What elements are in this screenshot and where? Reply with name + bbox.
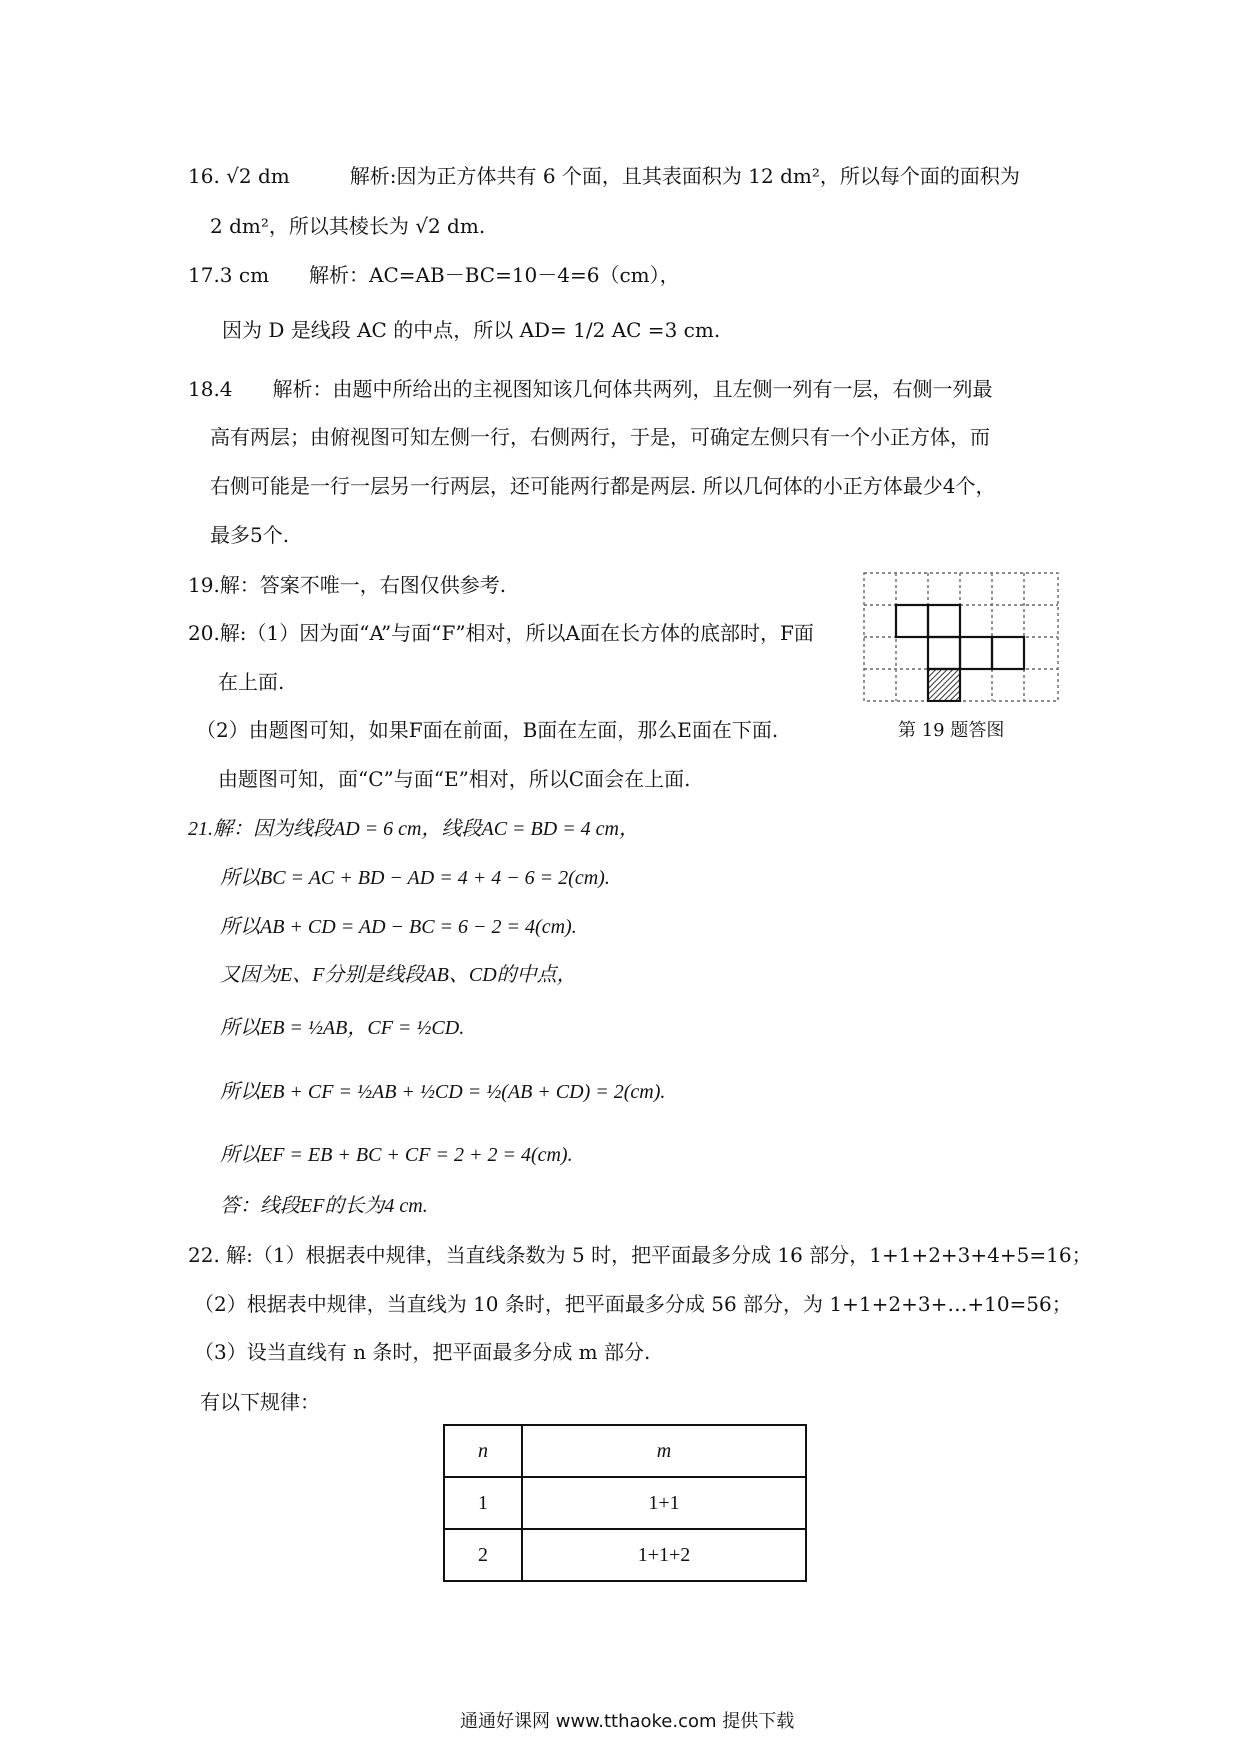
answer-20-line-3: （2）由题图可知，如果F面在前面，B面在左面，那么E面在下面. [196,718,779,742]
answer-21-line-6: 所以EB + CF = ½AB + ½CD = ½(AB + CD) = 2(cm). [220,1081,666,1103]
table-cell: 1+1 [522,1477,806,1529]
answer-16-line-2: 2 dm²，所以其棱长为 √2 dm. [210,214,486,238]
answer-20-line-4: 由题图可知，面“C”与面“E”相对，所以C面会在上面. [218,767,691,791]
answer-20-line-1: 20.解:（1）因为面“A”与面“F”相对，所以A面在长方体的底部时，F面 [188,621,814,645]
answer-21-line-3: 所以AB + CD = AD − BC = 6 − 2 = 4(cm). [220,916,577,938]
answer-18-line-1: 18.4 解析：由题中所给出的主视图知该几何体共两列，且左侧一列有一层，右侧一列最 [188,377,993,401]
answer-16-line-1: 16. √2 dm 解析:因为正方体共有 6 个面，且其表面积为 12 dm²，所以每个面的面积为 [188,164,1020,188]
table-header-n: n [444,1425,522,1477]
table-cell: 1 [444,1477,522,1529]
answer-18-line-3: 右侧可能是一行一层另一行两层，还可能两行都是两层. 所以几何体的小正方体最少4个， [210,474,996,498]
answer-22-line-4: 有以下规律： [200,1390,320,1414]
answer-17-line-2: 因为 D 是线段 AC 的中点，所以 AD= 1/2 AC =3 cm. [222,318,721,342]
answer-21-line-7: 所以EF = EB + BC + CF = 2 + 2 = 4(cm). [220,1144,573,1166]
answer-21-line-1: 21.解：因为线段AD = 6 cm，线段AC = BD = 4 cm， [188,818,640,840]
answer-21-line-2: 所以BC = AC + BD − AD = 4 + 4 − 6 = 2(cm). [220,867,610,889]
answer-19-line-1: 19.解：答案不唯一，右图仅供参考. [188,573,507,597]
table-cell: 1+1+2 [522,1529,806,1581]
answer-21-line-8: 答：线段EF的长为4 cm. [220,1195,428,1217]
answer-18-line-4: 最多5个. [210,523,290,547]
figure-19-caption: 第 19 题答图 [898,720,1005,741]
page-footer: 通通好课网 www.tthaoke.com 提供下载 [460,1711,795,1732]
answer-21-line-4: 又因为E、F分别是线段AB、CD的中点， [220,964,577,986]
figure-19-net-diagram [863,572,1059,702]
answer-22-line-3: （3）设当直线有 n 条时，把平面最多分成 m 部分. [194,1340,651,1364]
net-square-shaded [928,669,960,701]
net-square [928,605,960,637]
net-square [960,637,992,669]
table-cell: 2 [444,1529,522,1581]
answer-17-line-1: 17.3 cm 解析：AC=AB－BC=10－4=6（cm）， [188,263,680,287]
net-square [928,637,960,669]
table-header-m: m [522,1425,806,1477]
answer-22-line-1: 22. 解:（1）根据表中规律，当直线条数为 5 时，把平面最多分成 16 部分，1+1+2+3+4+5=16； [188,1243,1092,1267]
pattern-table [443,1424,807,1582]
answer-20-line-2: 在上面. [218,670,285,694]
answer-21-line-5: 所以EB = ½AB，CF = ½CD. [220,1017,465,1039]
net-square [992,637,1024,669]
answer-18-line-2: 高有两层；由俯视图可知左侧一行，右侧两行，于是，可确定左侧只有一个小正方体，而 [210,425,990,449]
answer-22-line-2: （2）根据表中规律，当直线为 10 条时，把平面最多分成 56 部分，为 1+1+2+3+…+10=56； [194,1292,1072,1316]
net-square [896,605,928,637]
